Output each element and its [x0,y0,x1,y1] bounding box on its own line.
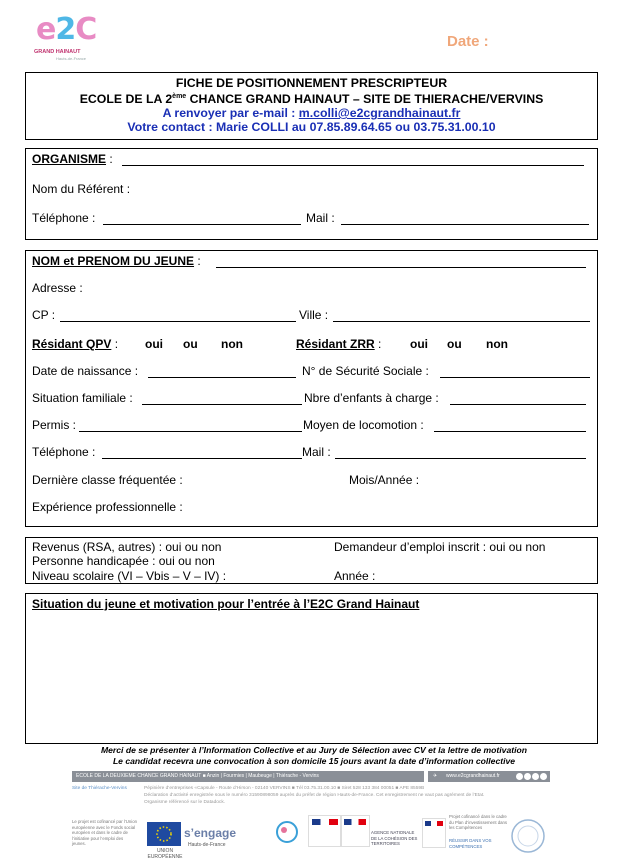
permis-field[interactable] [79,431,302,432]
secu-label: N° de Sécurité Sociale : [302,364,429,378]
facebook-icon[interactable] [516,773,523,780]
organisme-field[interactable] [122,165,584,166]
agence-cohesion-text: AGENCE NATIONALE DE LA COHÉSION DES TERRITOIRES [371,830,418,846]
website-link[interactable]: www.e2cgrandhainaut.fr [446,773,500,779]
revenus-label: Revenus (RSA, autres) : oui ou non [32,540,222,554]
enfants-label: Nbre d’enfants à charge : [304,391,439,405]
organisme-section [25,148,598,240]
birthdate-label: Date de naissance : [32,364,139,378]
birthdate-field[interactable] [148,377,296,378]
site-address: Pépinière d’entreprises «Capsule - Route d’Hirson - 02140 VERVINS ■ Tél 03.75.31.00.10 ■ Siret 528 133 384 00051 ■ APE 8559B [144,786,425,791]
jeune-phone-field[interactable] [102,458,302,459]
zrr-oui[interactable]: oui [410,337,428,351]
jeune-phone-label: Téléphone : [32,445,96,459]
org-mail-label: Mail : [306,211,335,225]
pic-text: Projet cofinancé dans le cadre du Plan d’investissement dans les Compétences [449,814,508,830]
motivation-textarea[interactable] [32,616,590,738]
org-mail-field[interactable] [341,224,589,225]
situation-label: Situation familiale : [32,391,133,405]
footer-note-2: Le candidat recevra une convocation à son domicile 15 jours avant la date d’information collective [112,756,516,766]
qpv-non[interactable]: non [221,337,243,351]
cp-field[interactable] [60,321,296,322]
locomotion-label: Moyen de locomotion : [303,418,424,432]
twitter-icon[interactable] [524,773,531,780]
organisme-label: ORGANISME : [32,152,113,166]
jeune-mail-label: Mail : [302,445,331,459]
mois-annee-label: Mois/Année : [349,473,420,487]
zrr-non[interactable]: non [486,337,508,351]
reussir-text: RÉUSSIR DANS VOS COMPÉTENCES [449,838,492,849]
niveau-label: Niveau scolaire (VI – Vbis – V – IV) : [32,569,227,583]
motivation-section [25,593,598,744]
locomotion-field[interactable] [434,431,586,432]
declaration: Déclaration d’activité enregistrée sous le numéro 31590898059 auprès du préfet de région Hauts-de-France. Cet enregistrement ne vaut pas agrément de l’Etat. [144,793,485,798]
cp-label: CP : [32,308,56,322]
revenus-section [25,537,598,584]
classe-label: Dernière classe fréquentée : [32,473,183,487]
jeune-name-field[interactable] [216,267,586,268]
datadock: Organisme référencé sur le Datadock. [144,800,226,805]
jeune-section [25,250,598,527]
competences-seal-icon [510,818,546,854]
footer-note-1: Merci de se présenter à l’Information Collective et au Jury de Sélection avec CV et la lettre de motivation [100,745,527,755]
form-title: FICHE DE POSITIONNEMENT PRESCRIPTEUR [175,76,448,90]
qpv-oui[interactable]: oui [145,337,163,351]
zrr-label: Résidant ZRR : [296,337,382,351]
form-header [25,72,598,140]
referent-label: Nom du Référent : [32,182,131,196]
demandeur-label: Demandeur d’emploi inscrit : oui ou non [334,540,546,554]
jeune-name-label: NOM et PRENOM DU JEUNE : [32,254,201,268]
situation-field[interactable] [142,404,302,405]
youtube-icon[interactable] [532,773,539,780]
logo-mark: e2C [36,12,97,47]
contact-line: Votre contact : Marie COLLI au 07.85.89.64.65 ou 03.75.31.00.10 [127,120,496,135]
annee-label: Année : [334,569,376,583]
qpv-label: Résidant QPV : [32,337,119,351]
handicap-label: Personne handicapée : oui ou non [32,554,215,568]
experience-label: Expérience professionnelle : [32,500,183,514]
jeune-mail-field[interactable] [335,458,586,459]
e2c-logo [30,6,96,64]
org-phone-field[interactable] [103,224,301,225]
secu-field[interactable] [440,377,590,378]
republique-francaise-logo-2 [340,815,370,847]
social-icons [516,773,547,780]
linkedin-icon[interactable] [540,773,547,780]
date-label: Date : [447,33,489,50]
org-phone-label: Téléphone : [32,211,96,225]
hauts-de-france-logo [272,820,302,846]
contact-email-link[interactable]: m.colli@e2cgrandhainaut.fr [298,106,461,121]
republique-francaise-logo-1 [308,815,342,847]
qpv-ou: ou [183,337,198,351]
europe-engage-logo: s’engage Hauts-de-France [184,826,237,848]
fse-text: Le projet est cofinancé par l’Union européenne avec le Fonds social européen et dans le cadre de l’initiative pour l’emploi des jeunes. [72,819,137,846]
email-instruction: A renvoyer par e-mail : m.colli@e2cgrandhainaut.fr [162,106,461,121]
permis-label: Permis : [32,418,77,432]
school-name: ECOLE DE LA 2ème CHANCE GRAND HAINAUT – SITE DE THIERACHE/VERVINS [79,92,544,107]
eu-label: UNION EUROPÉENNE [147,848,183,860]
site-name: Site de Thiérache-Vervins [72,786,127,791]
school-sites-bar: ECOLE DE LA DEUXIEME CHANCE GRAND HAINAUT ■ Anzin | Fourmies | Maubeuge | Thiérache - Vervins [72,771,424,782]
enfants-field[interactable] [450,404,586,405]
ville-label: Ville : [299,308,329,322]
ville-field[interactable] [333,321,590,322]
adresse-label: Adresse : [32,281,83,295]
logo-subtitle: GRAND HAINAUT [34,49,81,55]
logo-region: Hauts-de-France [56,56,87,61]
globe-icon: ✈ [433,773,438,779]
eu-flag-icon [147,822,181,846]
motivation-title: Situation du jeune et motivation pour l’entrée à l’E2C Grand Hainaut [32,597,420,611]
zrr-ou: ou [447,337,462,351]
website-bar[interactable] [428,771,550,782]
republique-francaise-logo-3 [422,818,446,848]
